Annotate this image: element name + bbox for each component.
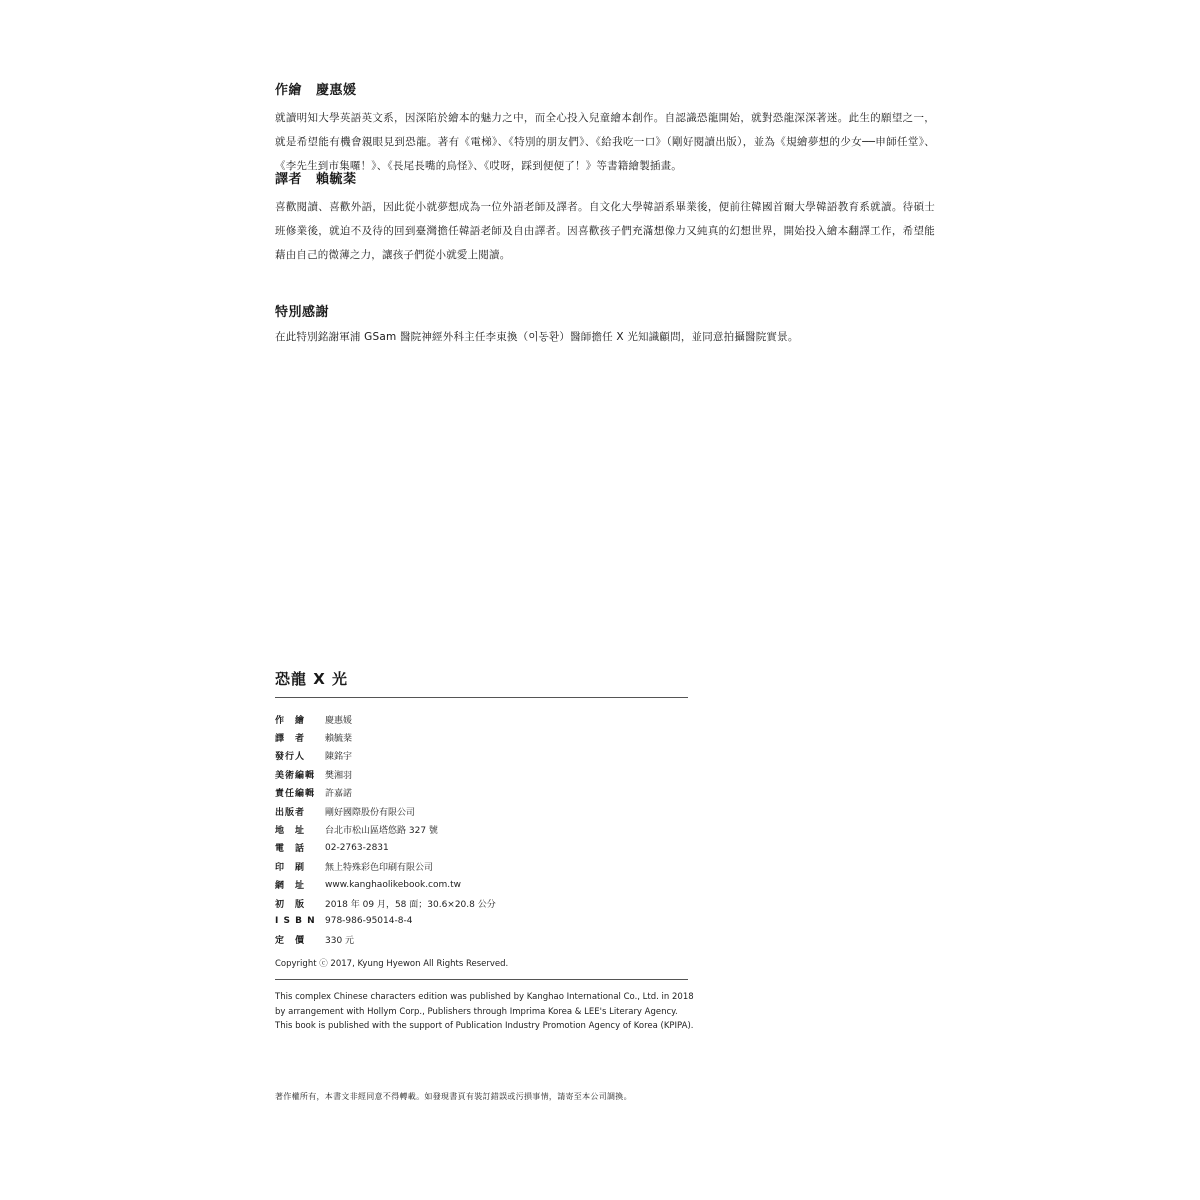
special-thanks-heading: 特別感謝: [275, 305, 330, 320]
colophon-row: [275, 894, 695, 912]
colophon-row: [275, 710, 695, 728]
colophon-row: [275, 765, 695, 783]
colophon-row: [275, 839, 695, 857]
colophon-label: 出版者: [275, 807, 306, 818]
colophon-value: 2018 年 09 月，58 面；30.6×20.8 公分: [325, 899, 496, 910]
colophon-label: 美術編輯: [275, 770, 316, 781]
special-thanks-section: [275, 301, 935, 346]
rights-note: 著作權所有，本書文非經同意不得轉載。如發現書頁有裝訂錯誤或污損事情，請寄至本公司調換。: [275, 1092, 632, 1101]
colophon-label: 網 址: [275, 881, 306, 892]
colophon-row: [275, 857, 695, 875]
colophon-value: 許嘉諾: [325, 789, 353, 800]
colophon-label: 電 話: [275, 844, 306, 855]
colophon-value: 剛好國際股份有限公司: [325, 807, 416, 818]
author-role: 作繪: [275, 83, 303, 98]
colophon-value: 賴毓棻: [325, 734, 353, 745]
translator-role: 譯者: [275, 172, 303, 187]
colophon-label: 責任編輯: [275, 789, 316, 800]
colophon-list: [275, 710, 695, 949]
colophon-value: 978-986-95014-8-4: [325, 916, 413, 927]
colophon-label: 定 價: [275, 936, 306, 947]
colophon-row: [275, 931, 695, 949]
colophon-row: [275, 876, 695, 894]
translator-bio-section: [275, 168, 935, 267]
colophon-row: [275, 747, 695, 765]
colophon-label: 地 址: [275, 826, 306, 837]
author-bio-text: 就讀明知大學英語英文系，因深陷於繪本的魅力之中，而全心投入兒童繪本創作。自認識恐龍開始，就對恐龍深深著迷。此生的願望之一，就是希望能有機會親眼見到恐龍。著有《電梯》、《特別的朋友們》、《給我吃一口》（剛好閱讀出版），並為《規繪夢想的少女──申師任堂》、《李先生到市集囉！》、《長尾長嘴的鳥怪》、《哎呀，踩到便便了！》等書籍繪製插畫。: [275, 112, 935, 172]
colophon-value: 02-2763-2831: [325, 842, 389, 853]
colophon-label: 印 刷: [275, 862, 306, 873]
colophon-value: 樊湘羽: [325, 770, 353, 781]
colophon-label: 譯 者: [275, 734, 306, 745]
divider-bottom: [275, 979, 688, 980]
colophon-value: 無上特殊彩色印刷有限公司: [325, 862, 434, 873]
book-title: 恐龍 X 光: [275, 670, 349, 688]
author-bio-section: [275, 79, 935, 178]
colophon-value: 陳銘宇: [325, 752, 353, 763]
colophon-value: 330 元: [325, 936, 355, 947]
colophon-value: 台北市松山區塔悠路 327 號: [325, 826, 438, 837]
colophon-row: [275, 802, 695, 820]
author-heading: [275, 79, 935, 98]
colophon-row: [275, 820, 695, 838]
colophon-row: [275, 912, 695, 930]
author-name: 慶惠媛: [316, 83, 357, 98]
colophon-label: I S B N: [275, 916, 316, 927]
translator-heading: [275, 168, 935, 187]
divider-top: [275, 697, 688, 698]
colophon-label: 發行人: [275, 752, 306, 763]
translator-name: 賴毓棻: [316, 172, 357, 187]
copyright-line: Copyright ⓒ 2017, Kyung Hyewon All Rights Reserved.: [275, 959, 509, 969]
colophon-value: www.kanghaolikebook.com.tw: [325, 879, 462, 890]
colophon-label: 作 繪: [275, 715, 306, 726]
colophon-row: [275, 784, 695, 802]
special-thanks-text: 在此特別銘謝軍浦 GSam 醫院神經外科主任李東換（이동환）醫師擔任 X 光知識顧問，並同意拍攝醫院實景。: [275, 331, 799, 343]
colophon-row: [275, 728, 695, 746]
translator-bio-text: 喜歡閱讀、喜歡外語，因此從小就夢想成為一位外語老師及譯者。自文化大學韓語系畢業後，便前往韓國首爾大學韓語教育系就讀。待碩士班修業後，就迫不及待的回到臺灣擔任韓語老師及自由譯者。因喜歡孩子們充滿想像力又純真的幻想世界，開始投入繪本翻譯工作，希望能藉由自己的微薄之力，讓孩子們從小就愛上閱讀。: [275, 201, 935, 261]
colophon-label: 初 版: [275, 899, 306, 910]
colophon-value: 慶惠媛: [325, 715, 353, 726]
edition-note: This complex Chinese characters edition was published by Kanghao International Co., Ltd. in 2018 by arrangement with Hollym Corp., Publishers through Imprima Korea & LEE's Literary Agency. This book is published with the support of Publication Industry Promotion Agency of Korea (KPIPA).: [275, 992, 694, 1031]
